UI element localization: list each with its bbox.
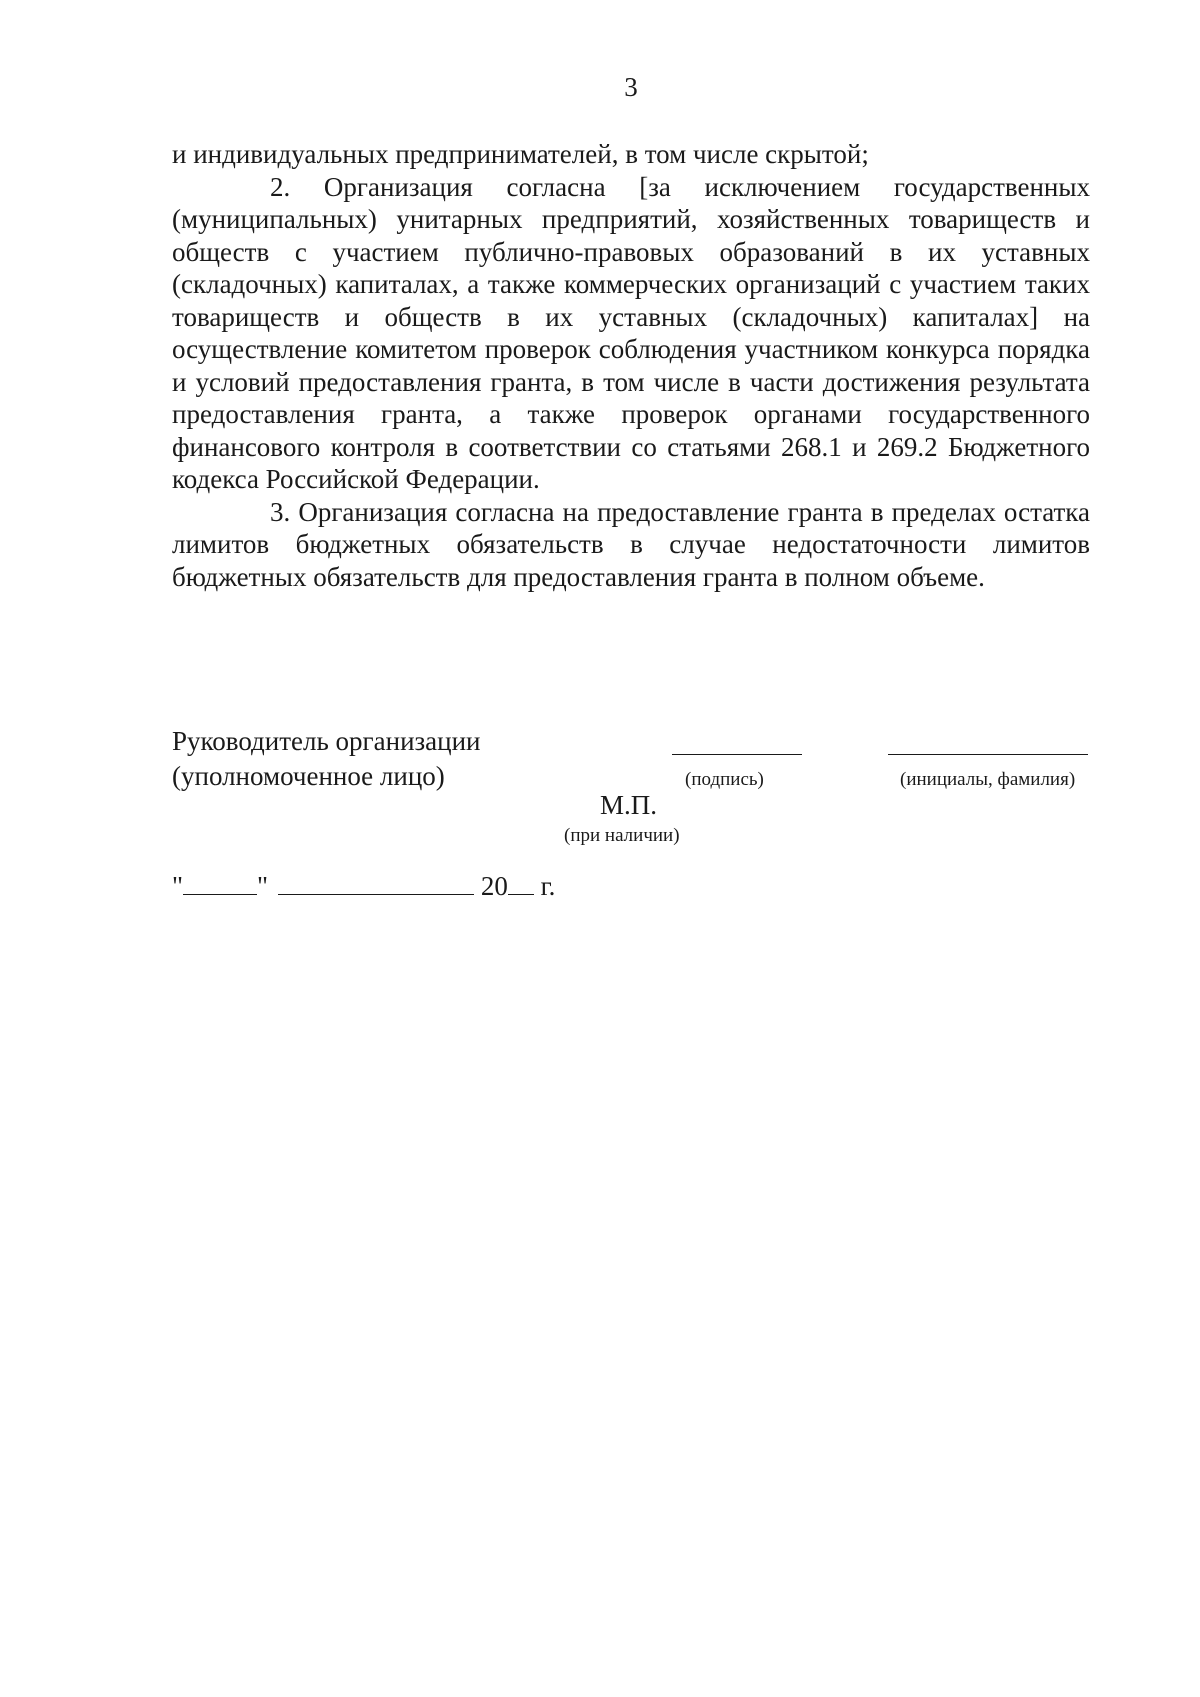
stamp-note: (при наличии) bbox=[564, 825, 680, 846]
document-body bbox=[172, 138, 1090, 593]
signature-caption: (подпись) bbox=[685, 769, 764, 790]
page-number: 3 bbox=[624, 72, 638, 102]
date-close-quote: " bbox=[257, 871, 269, 901]
date-line bbox=[172, 872, 555, 900]
name-caption: (инициалы, фамилия) bbox=[900, 769, 1076, 790]
name-line bbox=[888, 754, 1088, 755]
month-blank bbox=[278, 872, 474, 895]
signer-title-line-1: Руководитель организации bbox=[172, 726, 481, 756]
signer-title-line-2: (уполномоченное лицо) bbox=[172, 761, 445, 791]
paragraph-item-3: 3. Организация согласна на предоставление гранта в пределах остатка лимитов бюджетных обязательств в случае недостаточности лимитов бюджетных обязательств для предоставления гранта в полном объеме. bbox=[172, 496, 1090, 592]
year-blank bbox=[508, 872, 534, 895]
paragraph-item-2: 2. Организация согласна [за исключением государственных (муниципальных) унитарных предприятий, хозяйственных товариществ и обществ с участием публично-правовых образований в их уставных (складочных) капиталах, а также коммерческих организаций с участием таких товариществ и обществ в их уставных (складочных) капиталах] на осуществление комитетом проверок соблюдения участником конкурса порядка и условий предоставления гранта, в том числе в части достижения результата предоставления гранта, а также проверок органами государственного финансового контроля в соответствии со статьями 268.1 и 269.2 Бюджетного кодекса Российской Федерации. bbox=[172, 171, 1090, 494]
year-prefix: 20 bbox=[480, 871, 508, 901]
stamp-label: М.П. bbox=[600, 790, 658, 820]
signature-line bbox=[672, 754, 802, 755]
date-open-quote: " bbox=[172, 871, 184, 901]
signer-title bbox=[172, 724, 481, 794]
year-suffix: г. bbox=[540, 871, 556, 901]
paragraph-continuation: и индивидуальных предпринимателей, в том числе скрытой; bbox=[172, 139, 869, 169]
day-blank bbox=[183, 872, 257, 895]
